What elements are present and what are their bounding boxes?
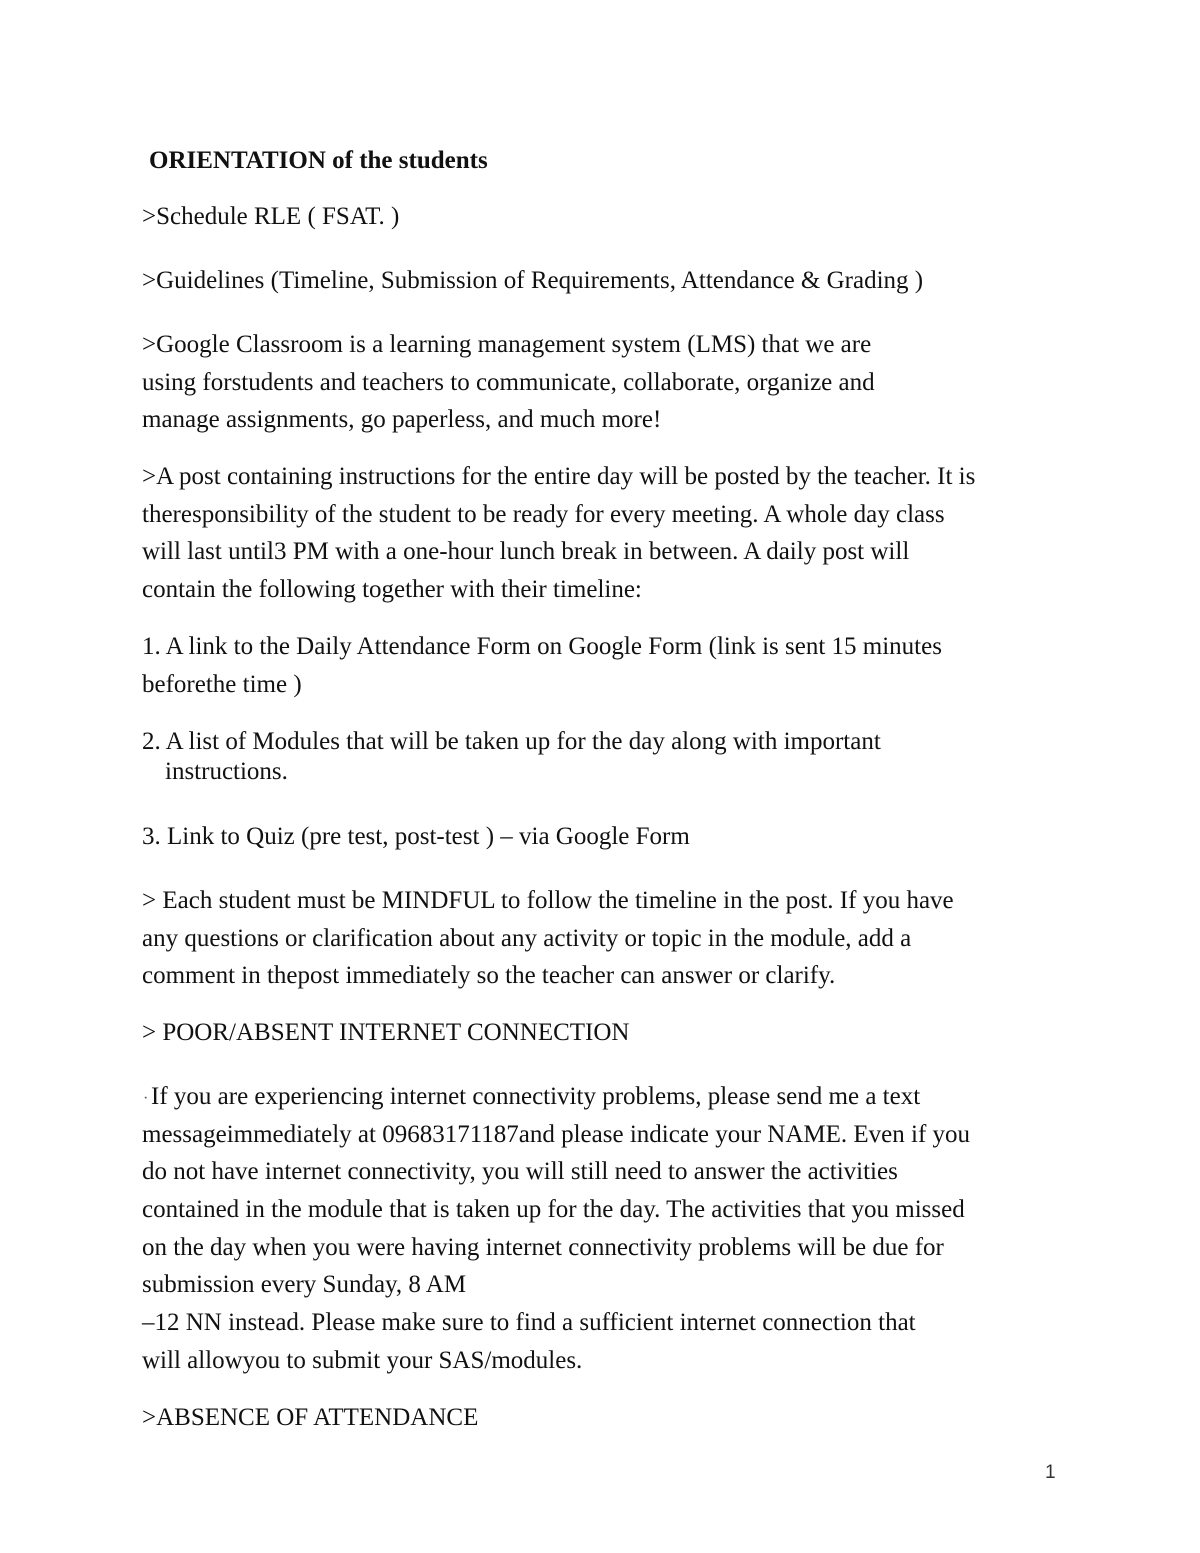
- item-3-line: 3. Link to Quiz (pre test, post-test ) – via Google Form: [142, 823, 690, 850]
- item-2-line-2: instructions.: [165, 758, 288, 785]
- daily-post-line-3: will last until3 PM with a one-hour lunch break in between. A daily post will: [142, 538, 910, 565]
- guidelines-line: >Guidelines (Timeline, Submission of Requirements, Attendance & Grading ): [142, 267, 924, 294]
- classroom-line-3: manage assignments, go paperless, and much more!: [142, 406, 662, 433]
- daily-post-line-4: contain the following together with their timeline:: [142, 576, 642, 603]
- item-1-line-1: 1. A link to the Daily Attendance Form on Google Form (link is sent 15 minutes: [142, 633, 942, 660]
- internet-line-6: submission every Sunday, 8 AM: [142, 1271, 467, 1298]
- internet-line-2: messageimmediately at 09683171187and please indicate your NAME. Even if you: [142, 1121, 971, 1148]
- internet-line-1: If you are experiencing internet connectivity problems, please send me a text: [151, 1083, 921, 1110]
- internet-line-8: will allowyou to submit your SAS/modules.: [142, 1347, 583, 1374]
- internet-heading: > POOR/ABSENT INTERNET CONNECTION: [142, 1019, 630, 1046]
- item-2-line-1: 2. A list of Modules that will be taken up for the day along with important: [142, 728, 881, 755]
- daily-post-line-1: >A post containing instructions for the entire day will be posted by the teacher. It is: [142, 463, 976, 490]
- internet-line-4: contained in the module that is taken up for the day. The activities that you missed: [142, 1196, 965, 1223]
- mindful-line-3: comment in thepost immediately so the teacher can answer or clarify.: [142, 962, 836, 989]
- absence-heading: >ABSENCE OF ATTENDANCE: [142, 1404, 479, 1431]
- mindful-line-1: > Each student must be MINDFUL to follow the timeline in the post. If you have: [142, 887, 954, 914]
- internet-line-7: –12 NN instead. Please make sure to find a sufficient internet connection that: [142, 1309, 916, 1336]
- mindful-line-2: any questions or clarification about any activity or topic in the module, add a: [142, 925, 912, 952]
- item-1-line-2: beforethe time ): [142, 671, 302, 698]
- document-title: ORIENTATION of the students: [149, 147, 488, 174]
- schedule-line: >Schedule RLE ( FSAT. ): [142, 203, 400, 230]
- page-number: 1: [1045, 1462, 1056, 1483]
- daily-post-line-2: theresponsibility of the student to be ready for every meeting. A whole day class: [142, 501, 945, 528]
- internet-line-3: do not have internet connectivity, you will still need to answer the activities: [142, 1158, 898, 1185]
- classroom-line-2: using forstudents and teachers to communicate, collaborate, organize and: [142, 369, 875, 396]
- classroom-line-1: >Google Classroom is a learning management system (LMS) that we are: [142, 331, 872, 358]
- internet-line-5: on the day when you were having internet connectivity problems will be due for: [142, 1234, 944, 1261]
- bullet-dot-icon: ·: [143, 1090, 149, 1107]
